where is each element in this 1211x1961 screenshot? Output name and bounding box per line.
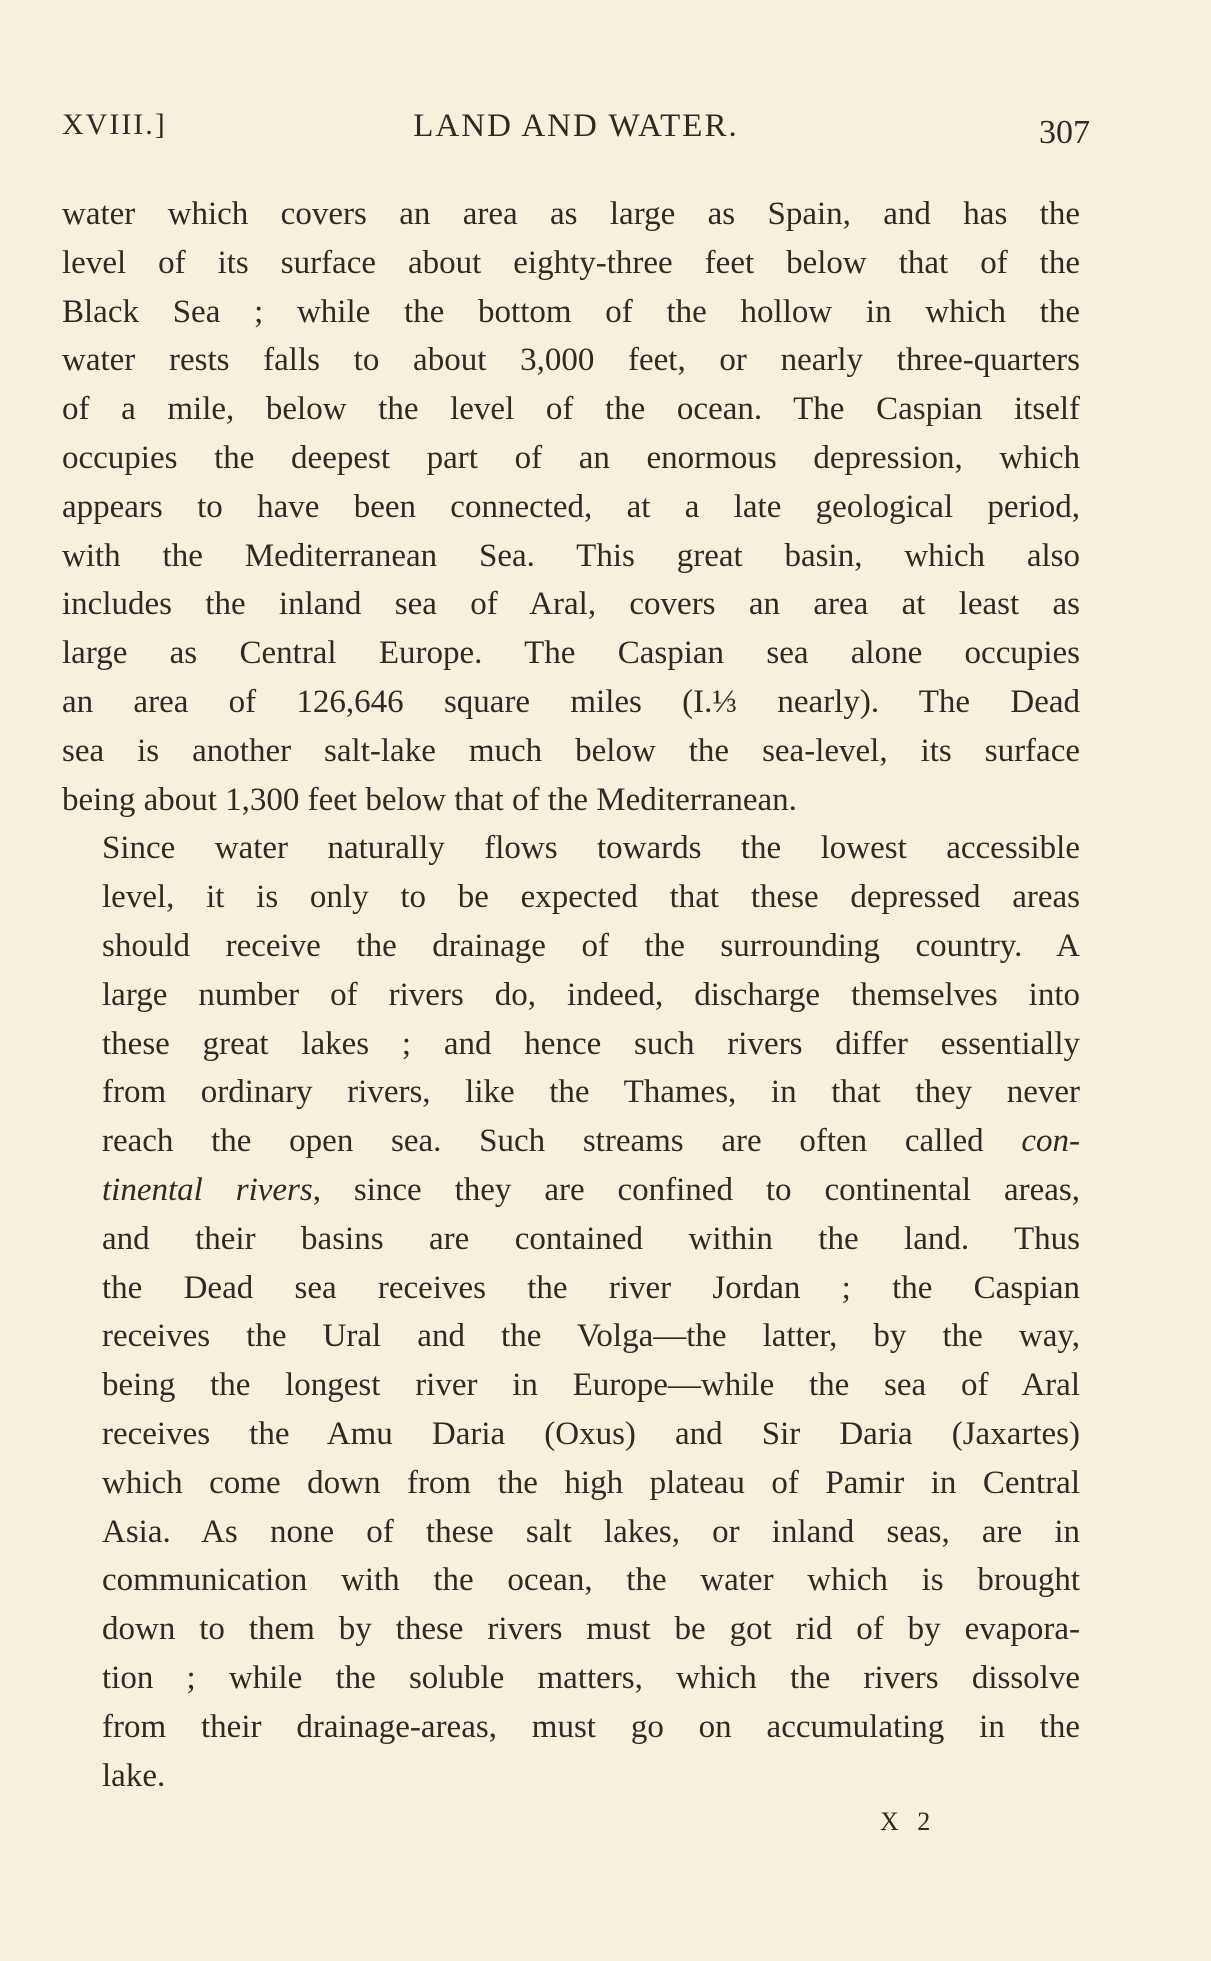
text-line: down to them by these rivers must be got rid of by evapora- [102,1611,1080,1648]
chapter-number: XVIII.] [62,108,167,141]
text-line: Since water naturally flows towards the lowest accessible [102,830,1080,867]
text-line: of a mile, below the level of the ocean. The Caspian itself [62,391,1080,428]
text-line: from their drainage-areas, must go on accumulating in the [102,1708,1080,1745]
text-line: Asia. As none of these salt lakes, or inland seas, are in [102,1513,1080,1550]
text-line: receives the Ural and the Volga—the latter, by the way, [102,1318,1080,1355]
text-line: level, it is only to be expected that these depressed areas [102,879,1080,916]
running-header [62,108,1090,158]
signature-mark: X 2 [880,1807,937,1836]
text-line: large number of rivers do, indeed, discharge themselves into [102,976,1080,1013]
text-line: tion ; while the soluble matters, which the rivers dissolve [102,1659,1080,1696]
text-line: with the Mediterranean Sea. This great basin, which also [62,537,1080,574]
text-line: tinental rivers, since they are confined to continental areas, [102,1171,1080,1208]
text-line: lake. [102,1757,166,1794]
text-line: large as Central Europe. The Caspian sea alone occupies [62,635,1080,672]
text-line: occupies the deepest part of an enormous depression, which [62,439,1080,476]
text-line: the Dead sea receives the river Jordan ; the Caspian [102,1269,1080,1306]
text-line: should receive the drainage of the surrounding country. A [102,927,1080,964]
text-line: reach the open sea. Such streams are often called con- [102,1123,1080,1160]
text-line: an area of 126,646 square miles (I.⅓ nearly). The Dead [62,683,1080,720]
text-line: water rests falls to about 3,000 feet, or nearly three-quarters [62,342,1080,379]
text-line: being the longest river in Europe—while the sea of Aral [102,1367,1080,1404]
text-line: which come down from the high plateau of Pamir in Central [102,1464,1080,1501]
italic-term: con- [1021,1123,1080,1160]
text-line: level of its surface about eighty-three feet below that of the [62,244,1080,281]
paragraph-1 [62,190,1080,824]
text-line: Black Sea ; while the bottom of the hollow in which the [62,293,1080,330]
text-line: water which covers an area as large as Spain, and has the [62,196,1080,232]
text-line: and their basins are contained within the land. Thus [102,1220,1080,1257]
body-text [62,190,1080,1800]
paragraph-2 [62,824,1080,1800]
text-line: receives the Amu Daria (Oxus) and Sir Daria (Jaxartes) [102,1415,1080,1452]
text-line: from ordinary rivers, like the Thames, in that they never [102,1074,1080,1111]
text-line: communication with the ocean, the water which is brought [102,1562,1080,1599]
text-line: includes the inland sea of Aral, covers an area at least as [62,586,1080,623]
running-title: LAND AND WATER. [413,108,739,144]
italic-term: tinental rivers [102,1171,313,1208]
text-line: appears to have been connected, at a late geological period, [62,488,1080,525]
page-number: 307 [1039,114,1090,151]
text-line: being about 1,300 feet below that of the Mediterranean. [62,781,797,818]
text-line: these great lakes ; and hence such rivers differ essentially [102,1025,1080,1062]
text-line: sea is another salt-lake much below the sea-level, its surface [62,732,1080,769]
